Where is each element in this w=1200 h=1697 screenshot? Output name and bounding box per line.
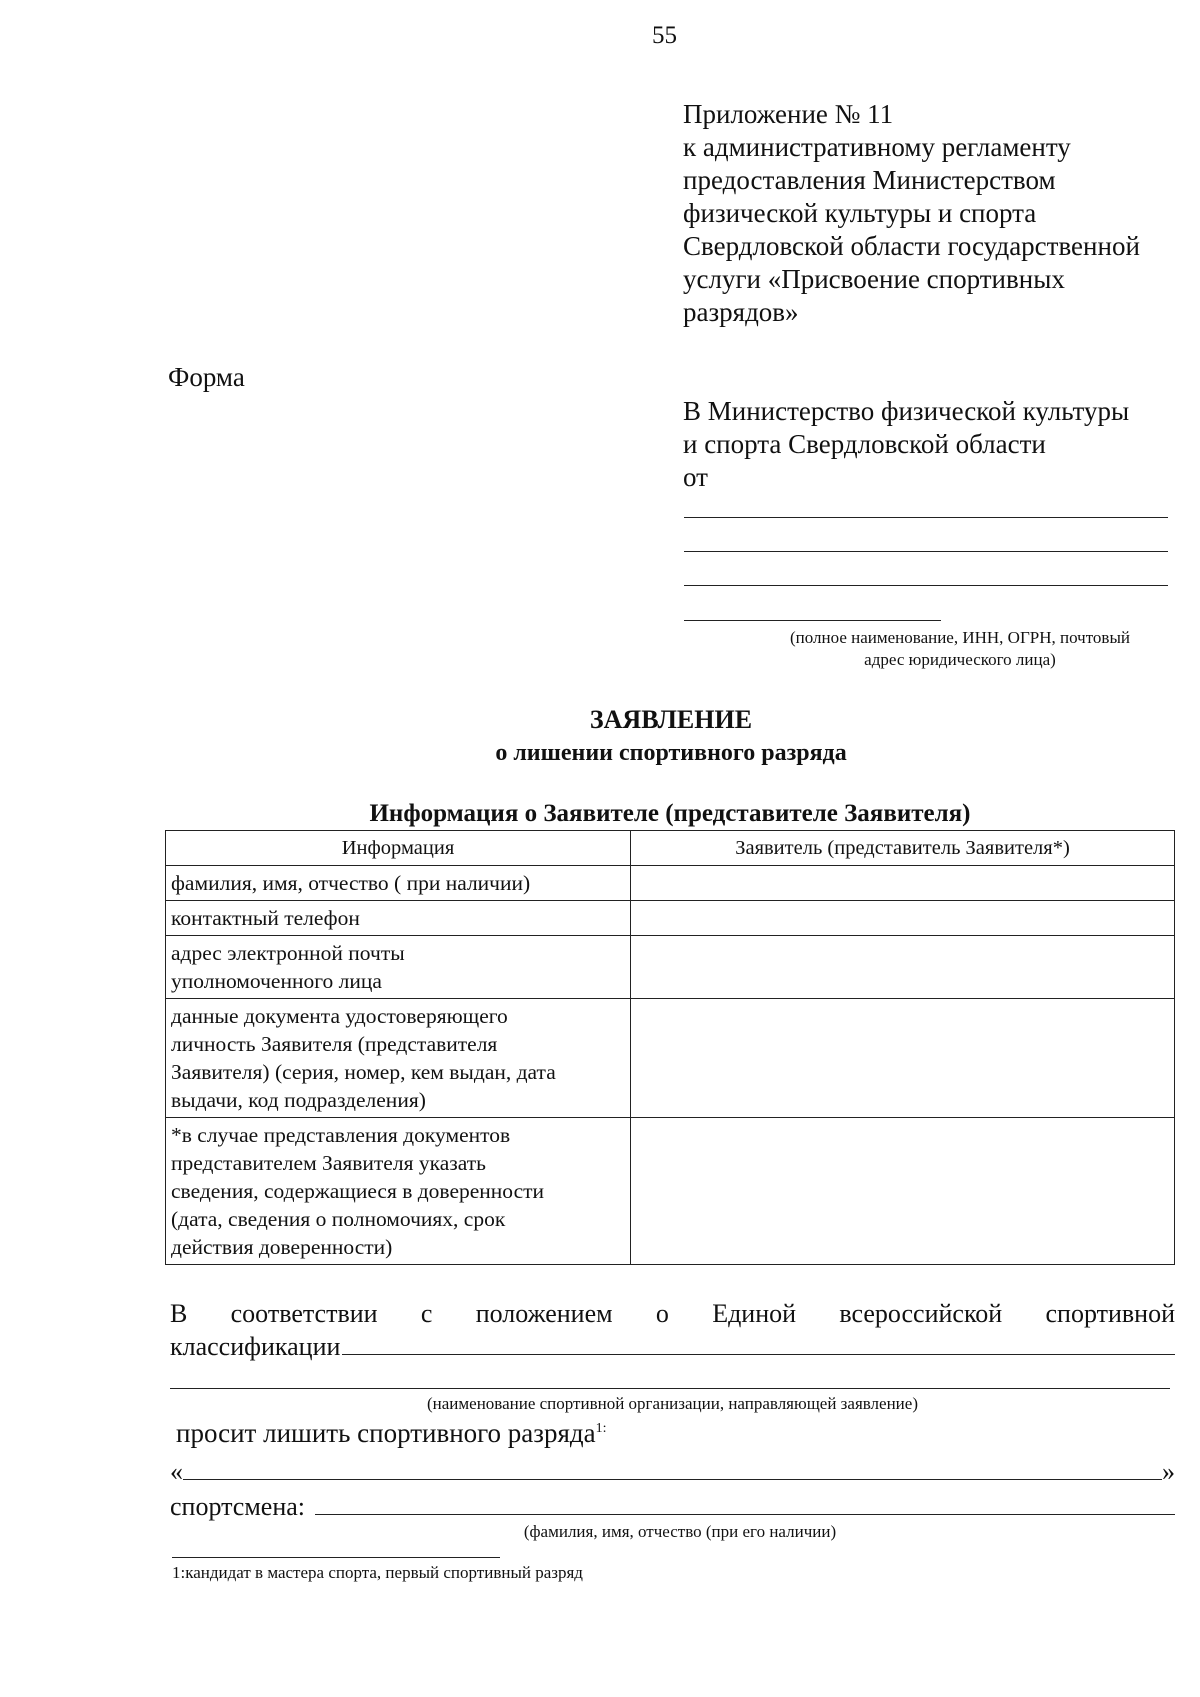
table-label-cell	[166, 936, 631, 999]
sender-caption	[740, 627, 1180, 671]
document-title: ЗАЯВЛЕНИЕ	[589, 705, 753, 734]
organization-blank-line[interactable]	[170, 1388, 1170, 1389]
statement-word: всероссийской	[839, 1299, 1003, 1328]
cell-line: данные документа удостоверяющего	[171, 1004, 508, 1028]
statement-word: Единой	[712, 1299, 797, 1328]
statement-block	[170, 1298, 1175, 1363]
cell-line: представителем Заявителя указать	[171, 1151, 486, 1175]
request-text	[176, 1418, 607, 1449]
statement-word: спортивной	[1045, 1299, 1175, 1328]
table-row	[166, 1118, 1175, 1265]
applicant-info-table	[165, 830, 1175, 1265]
table-label-cell	[166, 901, 631, 936]
addressee-line: от	[683, 462, 708, 492]
statement-word: В	[170, 1299, 188, 1328]
cell-line: действия доверенности)	[171, 1235, 393, 1259]
athlete-blank-line[interactable]	[315, 1490, 1175, 1515]
athlete-label: спортсмена:	[170, 1492, 306, 1521]
cell-line: сведения, содержащиеся в доверенности	[171, 1179, 545, 1203]
footnote-text: 1:кандидат в мастера спорта, первый спортивный разряд	[172, 1563, 583, 1582]
sender-blank-line[interactable]	[684, 551, 1168, 552]
table-header-cell: Информация	[166, 831, 631, 866]
cell-line: фамилия, имя, отчество ( при наличии)	[171, 871, 531, 895]
annex-line: разрядов»	[683, 297, 799, 327]
form-label: Форма	[168, 362, 245, 392]
table-row	[166, 936, 1175, 999]
annex-block	[683, 98, 1183, 329]
cell-line: выдачи, код подразделения)	[171, 1088, 426, 1112]
athlete-line	[170, 1490, 1175, 1522]
cell-line: контактный телефон	[171, 906, 360, 930]
table-value-cell[interactable]	[631, 866, 1175, 901]
statement-line	[170, 1298, 1175, 1330]
addressee-block	[683, 395, 1183, 494]
annex-line: услуги «Присвоение спортивных	[683, 264, 1065, 294]
table-row	[166, 866, 1175, 901]
cell-line: (дата, сведения о полномочиях, срок	[171, 1207, 506, 1231]
close-quote: »	[1162, 1457, 1175, 1486]
footnote-separator	[172, 1557, 500, 1558]
cell-line: личность Заявителя (представителя	[171, 1032, 498, 1056]
sender-caption-line: (полное наименование, ИНН, ОГРН, почтовый	[790, 628, 1130, 647]
statement-word: соответствии	[230, 1299, 378, 1328]
table-header-cell: Заявитель (представитель Заявителя*)	[631, 831, 1175, 866]
cell-line: Заявителя) (серия, номер, кем выдан, дата	[171, 1060, 556, 1084]
cell-line: адрес электронной почты	[171, 941, 405, 965]
document-subtitle: о лишении спортивного разряда	[495, 740, 847, 766]
addressee-line: и спорта Свердловской области	[683, 429, 1046, 459]
table-caption: Информация о Заявителе (представителе Заявителя)	[369, 800, 971, 827]
statement-word: о	[655, 1299, 669, 1328]
table-label-cell	[166, 999, 631, 1118]
organization-blank-line[interactable]	[342, 1330, 1175, 1355]
sender-blank-line[interactable]	[684, 517, 1168, 518]
table-header-row	[166, 831, 1175, 866]
table-value-cell[interactable]	[631, 999, 1175, 1118]
cell-line: уполномоченного лица	[171, 969, 382, 993]
table-value-cell[interactable]	[631, 1118, 1175, 1265]
statement-line	[170, 1330, 1175, 1363]
sender-caption-line: адрес юридического лица)	[864, 650, 1056, 669]
annex-line: физической культуры и спорта	[683, 198, 1037, 228]
statement-word: классификации	[170, 1332, 341, 1361]
rank-line	[170, 1455, 1175, 1487]
table-value-cell[interactable]	[631, 936, 1175, 999]
addressee-line: В Министерство физической культуры	[683, 396, 1130, 426]
athlete-caption: (фамилия, имя, отчество (при его наличии)	[523, 1522, 837, 1541]
footnote-mark: 1:	[595, 1421, 607, 1436]
cell-line: *в случае представления документов	[171, 1123, 511, 1147]
annex-line: Свердловской области государственной	[683, 231, 1140, 261]
table-label-cell	[166, 1118, 631, 1265]
page-number: 55	[652, 22, 677, 49]
annex-line: Приложение № 11	[683, 99, 894, 129]
table-row	[166, 901, 1175, 936]
table-value-cell[interactable]	[631, 901, 1175, 936]
annex-line: предоставления Министерством	[683, 165, 1056, 195]
organization-caption: (наименование спортивной организации, направляющей заявление)	[427, 1394, 918, 1413]
sender-blank-line[interactable]	[684, 620, 941, 621]
request-text-main: просит лишить спортивного разряда	[176, 1418, 596, 1448]
table-row	[166, 999, 1175, 1118]
annex-line: к административному регламенту	[683, 132, 1071, 162]
sender-blank-line[interactable]	[684, 585, 1168, 586]
statement-word: с	[420, 1299, 433, 1328]
rank-blank-line[interactable]	[183, 1455, 1162, 1480]
open-quote: «	[170, 1457, 183, 1486]
statement-word: положением	[475, 1299, 613, 1328]
table-label-cell	[166, 866, 631, 901]
